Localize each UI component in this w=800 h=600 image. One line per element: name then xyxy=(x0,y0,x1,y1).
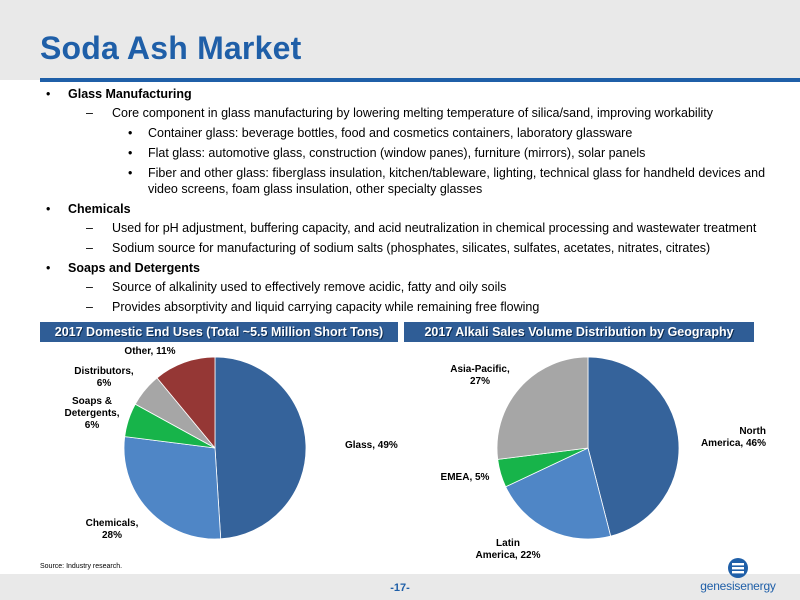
dash-mark: – xyxy=(86,106,93,120)
genesis-logo xyxy=(688,557,788,597)
sub-bullet-text: Provides absorptivity and liquid carrying capacity while remaining free flowing xyxy=(112,300,540,314)
pie-label-1-3: Asia-Pacific, 27% xyxy=(450,364,510,387)
pie-label-1-0: North America, 46% xyxy=(700,426,766,449)
chart-title-geography: 2017 Alkali Sales Volume Distribution by Geography xyxy=(404,322,754,342)
sub-sub-bullet-text: Container glass: beverage bottles, food and cosmetics containers, laboratory glassware xyxy=(148,126,633,140)
pie-label-0-4: Other, 11% xyxy=(124,346,176,357)
bullet-mark: • xyxy=(128,166,133,180)
bullet-heading-chemicals: Chemicals xyxy=(68,202,131,216)
dash-mark: – xyxy=(86,221,93,235)
sub-bullet-text: Source of alkalinity used to effectively remove acidic, fatty and oily soils xyxy=(112,280,507,294)
pie-label-0-0: Glass, 49% xyxy=(345,440,398,451)
page-number: -17- xyxy=(390,582,410,594)
pie-label-1-2: EMEA, 5% xyxy=(440,472,490,483)
pie-label-0-1: Chemicals, 28% xyxy=(85,518,139,541)
dash-mark: – xyxy=(86,241,93,255)
dash-mark: – xyxy=(86,300,93,314)
sub-bullet-text: Sodium source for manufacturing of sodium salts (phosphates, silicates, sulfates, acetates, nitrates, citrates) xyxy=(112,241,711,255)
pie-label-0-2: Soaps & Detergents, 6% xyxy=(64,396,120,431)
dash-mark: – xyxy=(86,280,93,294)
bullet-mark: • xyxy=(128,146,133,160)
page-title: Soda Ash Market xyxy=(40,30,302,66)
source-note: Source: Industry research. xyxy=(40,563,123,570)
bullet-heading-glass: Glass Manufacturing xyxy=(68,87,192,101)
bullet-heading-soaps: Soaps and Detergents xyxy=(68,261,200,275)
bullet-mark: • xyxy=(46,261,51,275)
logo-mark-icon xyxy=(688,557,788,581)
bullet-mark: • xyxy=(46,202,51,216)
chart-title-domestic-end-uses: 2017 Domestic End Uses (Total ~5.5 Million Short Tons) xyxy=(40,322,398,342)
sub-sub-bullet-text: Flat glass: automotive glass, construction (window panes), furniture (mirrors), solar panels xyxy=(148,146,646,160)
sub-bullet-text: Used for pH adjustment, buffering capacity, and acid neutralization in chemical processing and wastewater treatment xyxy=(112,221,757,235)
pie-label-0-3: Distributors, 6% xyxy=(74,366,134,389)
bullet-mark: • xyxy=(46,87,51,101)
logo-text: genesisenergy xyxy=(700,579,776,593)
pie-label-1-1: Latin America, 22% xyxy=(475,538,541,561)
sub-sub-bullet-text: Fiber and other glass: fiberglass insulation, kitchen/tableware, lighting, technical glass for handheld devices and video screens, foam glass insulation, other specialty glasses xyxy=(148,166,766,196)
pie-slice-0-0 xyxy=(215,357,306,539)
bullet-mark: • xyxy=(128,126,133,140)
sub-bullet-text: Core component in glass manufacturing by lowering melting temperature of silica/sand, improving workability xyxy=(112,106,713,120)
